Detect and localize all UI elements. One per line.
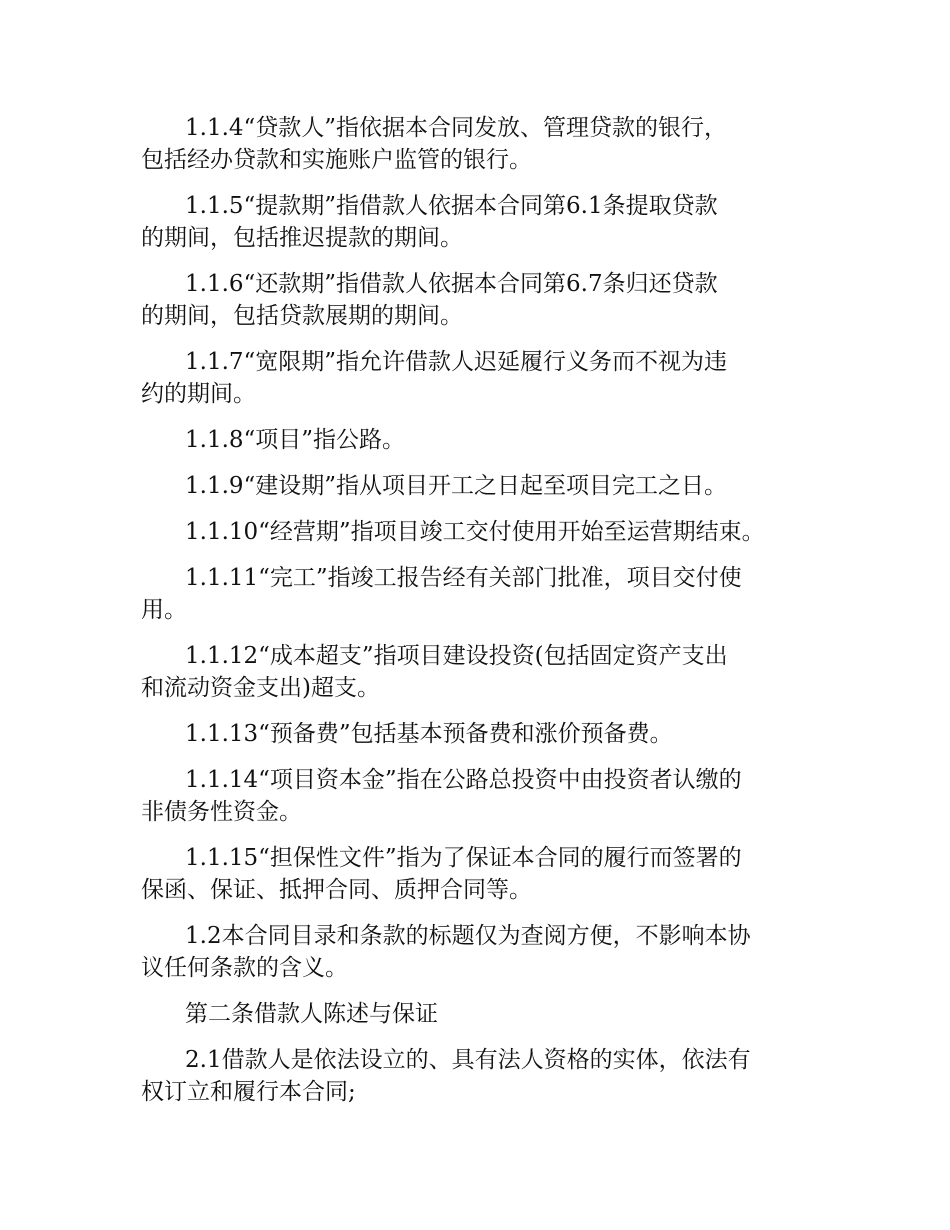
text-line: 1.1.7“宽限期”指允许借款人迟延履行义务而不视为违 [185, 349, 728, 375]
text-line: 1.1.13“预备费”包括基本预备费和涨价预备费。 [185, 721, 673, 747]
text-line: 1.1.11“完工”指竣工报告经有关部门批准，项目交付使 [185, 565, 742, 591]
text-line: 权订立和履行本合同; [141, 1079, 356, 1105]
clause-1-2 [141, 920, 821, 984]
article-2-heading [141, 998, 821, 1030]
text-line: 议任何条款的含义。 [141, 955, 348, 981]
text-line: 1.1.8“项目”指公路。 [185, 427, 406, 453]
clause-1-1-6 [141, 268, 821, 332]
text-line: 的期间，包括贷款展期的期间。 [141, 303, 463, 329]
clause-1-1-13 [141, 718, 821, 750]
text-line: 包括经办贷款和实施账户监管的银行。 [141, 147, 532, 173]
text-line: 1.2本合同目录和条款的标题仅为查阅方便，不影响本协 [185, 923, 751, 949]
text-line: 和流动资金支出)超支。 [141, 675, 380, 701]
text-line: 第二条借款人陈述与保证 [185, 1001, 438, 1027]
text-line: 的期间，包括推迟提款的期间。 [141, 225, 463, 251]
text-line: 约的期间。 [141, 381, 256, 407]
document-body [141, 112, 821, 1122]
clause-1-1-12 [141, 640, 821, 704]
text-line: 1.1.9“建设期”指从项目开工之日起至项目完工之日。 [185, 473, 728, 499]
clause-1-1-7 [141, 346, 821, 410]
clause-1-1-14 [141, 764, 821, 828]
clause-1-1-4 [141, 112, 821, 176]
clause-1-1-8 [141, 424, 821, 456]
text-line: 保函、保证、抵押合同、质押合同等。 [141, 877, 532, 903]
clause-1-1-5 [141, 190, 821, 254]
clause-2-1 [141, 1044, 821, 1108]
text-line: 1.1.10“经营期”指项目竣工交付使用开始至运营期结束。 [185, 519, 765, 545]
clause-1-1-11 [141, 562, 821, 626]
clause-1-1-10 [141, 516, 821, 548]
clause-1-1-9 [141, 470, 821, 502]
text-line: 1.1.15“担保性文件”指为了保证本合同的履行而签署的 [185, 845, 742, 871]
text-line: 非债务性资金。 [141, 799, 302, 825]
clause-1-1-15 [141, 842, 821, 906]
text-line: 2.1借款人是依法设立的、具有法人资格的实体，依法有 [185, 1047, 751, 1073]
text-line: 1.1.12“成本超支”指项目建设投资(包括固定资产支出 [185, 643, 728, 669]
text-line: 1.1.4“贷款人”指依据本合同发放、管理贷款的银行， [185, 115, 728, 141]
text-line: 1.1.14“项目资本金”指在公路总投资中由投资者认缴的 [185, 767, 742, 793]
text-line: 1.1.5“提款期”指借款人依据本合同第6.1条提取贷款 [185, 193, 718, 219]
text-line: 用。 [141, 597, 187, 623]
text-line: 1.1.6“还款期”指借款人依据本合同第6.7条归还贷款 [185, 271, 718, 297]
